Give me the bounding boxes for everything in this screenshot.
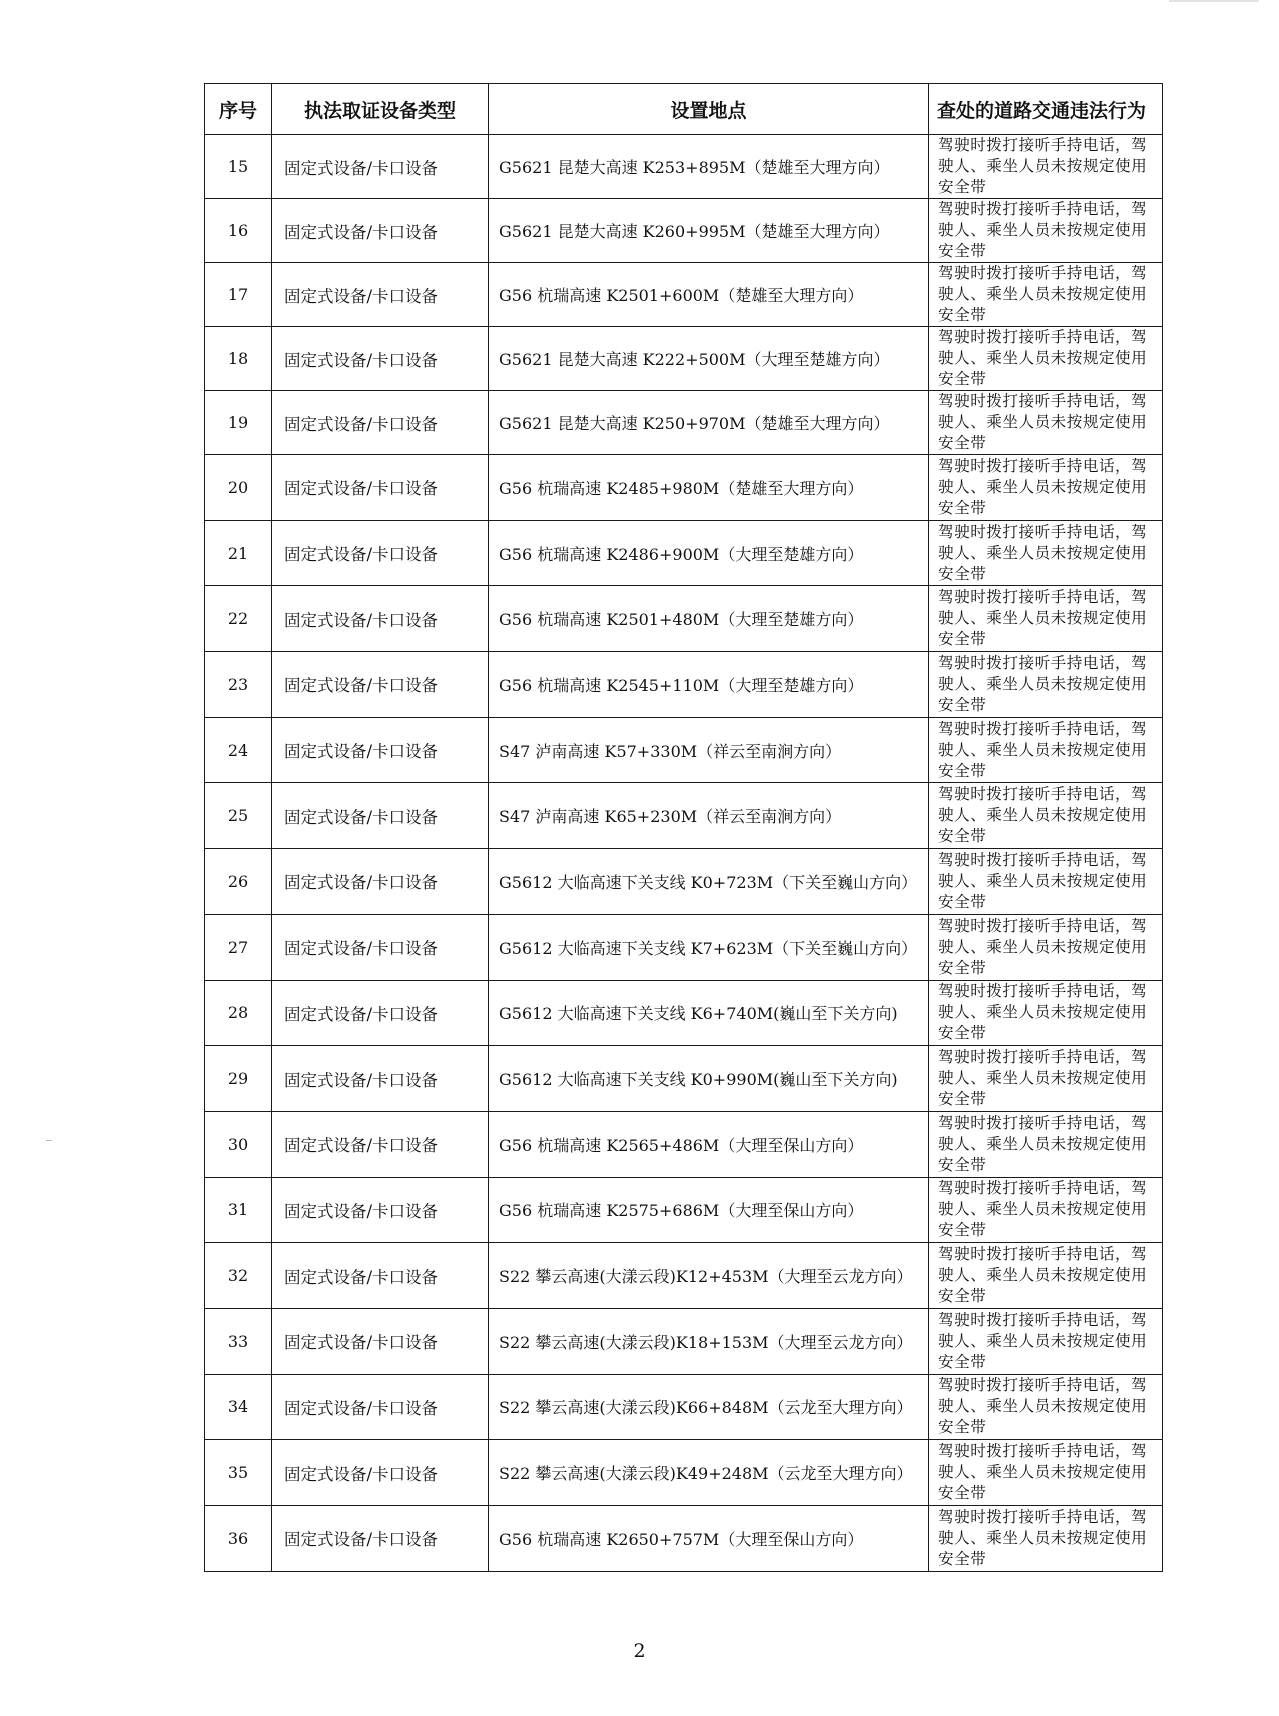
- violation-behavior-cell: 驾驶时拨打接听手持电话，驾驶人、乘坐人员未按规定使用安全带: [929, 263, 1163, 327]
- row-number: 15: [205, 135, 272, 199]
- table-row: [205, 980, 1163, 1046]
- row-number: 27: [205, 914, 272, 980]
- location-cell: S47 泸南高速 K57+330M（祥云至南涧方向）: [489, 717, 929, 783]
- table-row: [205, 1177, 1163, 1243]
- violation-behavior-cell: 驾驶时拨打接听手持电话，驾驶人、乘坐人员未按规定使用安全带: [929, 914, 1163, 980]
- device-type-cell: 固定式设备/卡口设备: [272, 1243, 489, 1309]
- header-violation-behavior: 查处的道路交通违法行为: [929, 84, 1163, 135]
- location-cell: S22 攀云高速(大漾云段)K49+248M（云龙至大理方向）: [489, 1440, 929, 1506]
- location-cell: G5621 昆楚大高速 K250+970M（楚雄至大理方向）: [489, 391, 929, 455]
- table-row: [205, 1111, 1163, 1177]
- row-number: 23: [205, 652, 272, 718]
- device-type-cell: 固定式设备/卡口设备: [272, 586, 489, 652]
- violation-behavior-cell: 驾驶时拨打接听手持电话，驾驶人、乘坐人员未按规定使用安全带: [929, 1046, 1163, 1112]
- row-number: 29: [205, 1046, 272, 1112]
- device-type-cell: 固定式设备/卡口设备: [272, 980, 489, 1046]
- violation-behavior-cell: 驾驶时拨打接听手持电话，驾驶人、乘坐人员未按规定使用安全带: [929, 455, 1163, 521]
- row-number: 35: [205, 1440, 272, 1506]
- location-cell: G5621 昆楚大高速 K260+995M（楚雄至大理方向）: [489, 199, 929, 263]
- scan-edge-mark: [1169, 0, 1259, 2]
- location-cell: G5612 大临高速下关支线 K6+740M(巍山至下关方向): [489, 980, 929, 1046]
- violation-behavior-cell: 驾驶时拨打接听手持电话，驾驶人、乘坐人员未按规定使用安全带: [929, 1111, 1163, 1177]
- table-row: [205, 717, 1163, 783]
- table-row: [205, 1506, 1163, 1572]
- location-cell: G56 杭瑞高速 K2650+757M（大理至保山方向）: [489, 1506, 929, 1572]
- table-row: [205, 849, 1163, 915]
- table-row: [205, 199, 1163, 263]
- row-number: 30: [205, 1111, 272, 1177]
- table-row: [205, 783, 1163, 849]
- location-cell: G56 杭瑞高速 K2545+110M（大理至楚雄方向）: [489, 652, 929, 718]
- violation-behavior-cell: 驾驶时拨打接听手持电话，驾驶人、乘坐人员未按规定使用安全带: [929, 783, 1163, 849]
- device-type-cell: 固定式设备/卡口设备: [272, 652, 489, 718]
- table-row: [205, 1046, 1163, 1112]
- violation-behavior-cell: 驾驶时拨打接听手持电话，驾驶人、乘坐人员未按规定使用安全带: [929, 520, 1163, 586]
- violation-behavior-cell: 驾驶时拨打接听手持电话，驾驶人、乘坐人员未按规定使用安全带: [929, 849, 1163, 915]
- header-location: 设置地点: [489, 84, 929, 135]
- table-row: [205, 1374, 1163, 1440]
- header-device-type: 执法取证设备类型: [272, 84, 489, 135]
- violation-behavior-cell: 驾驶时拨打接听手持电话，驾驶人、乘坐人员未按规定使用安全带: [929, 652, 1163, 718]
- device-type-cell: 固定式设备/卡口设备: [272, 1177, 489, 1243]
- violation-behavior-cell: 驾驶时拨打接听手持电话，驾驶人、乘坐人员未按规定使用安全带: [929, 391, 1163, 455]
- location-cell: S22 攀云高速(大漾云段)K12+453M（大理至云龙方向）: [489, 1243, 929, 1309]
- location-cell: G5621 昆楚大高速 K222+500M（大理至楚雄方向）: [489, 327, 929, 391]
- location-cell: S22 攀云高速(大漾云段)K18+153M（大理至云龙方向）: [489, 1308, 929, 1374]
- device-type-cell: 固定式设备/卡口设备: [272, 1374, 489, 1440]
- violation-behavior-cell: 驾驶时拨打接听手持电话，驾驶人、乘坐人员未按规定使用安全带: [929, 327, 1163, 391]
- table-row: [205, 520, 1163, 586]
- violation-behavior-cell: 驾驶时拨打接听手持电话，驾驶人、乘坐人员未按规定使用安全带: [929, 717, 1163, 783]
- table-row: [205, 327, 1163, 391]
- device-type-cell: 固定式设备/卡口设备: [272, 1308, 489, 1374]
- device-type-cell: 固定式设备/卡口设备: [272, 1046, 489, 1112]
- violation-behavior-cell: 驾驶时拨打接听手持电话，驾驶人、乘坐人员未按规定使用安全带: [929, 1308, 1163, 1374]
- device-type-cell: 固定式设备/卡口设备: [272, 135, 489, 199]
- violation-behavior-cell: 驾驶时拨打接听手持电话，驾驶人、乘坐人员未按规定使用安全带: [929, 1243, 1163, 1309]
- violation-behavior-cell: 驾驶时拨打接听手持电话，驾驶人、乘坐人员未按规定使用安全带: [929, 1374, 1163, 1440]
- violation-behavior-cell: 驾驶时拨打接听手持电话，驾驶人、乘坐人员未按规定使用安全带: [929, 199, 1163, 263]
- device-type-cell: 固定式设备/卡口设备: [272, 199, 489, 263]
- table-row: [205, 263, 1163, 327]
- violation-behavior-cell: 驾驶时拨打接听手持电话，驾驶人、乘坐人员未按规定使用安全带: [929, 1506, 1163, 1572]
- row-number: 33: [205, 1308, 272, 1374]
- page-number: 2: [633, 1640, 646, 1662]
- header-no: 序号: [205, 84, 272, 135]
- enforcement-device-table: [204, 83, 1163, 1572]
- row-number: 26: [205, 849, 272, 915]
- table-row: [205, 1440, 1163, 1506]
- device-type-cell: 固定式设备/卡口设备: [272, 1440, 489, 1506]
- violation-behavior-cell: 驾驶时拨打接听手持电话，驾驶人、乘坐人员未按规定使用安全带: [929, 980, 1163, 1046]
- table-row: [205, 1243, 1163, 1309]
- location-cell: S22 攀云高速(大漾云段)K66+848M（云龙至大理方向）: [489, 1374, 929, 1440]
- table-row: [205, 391, 1163, 455]
- row-number: 24: [205, 717, 272, 783]
- device-type-cell: 固定式设备/卡口设备: [272, 263, 489, 327]
- table-row: [205, 914, 1163, 980]
- device-type-cell: 固定式设备/卡口设备: [272, 391, 489, 455]
- location-cell: G5612 大临高速下关支线 K0+723M（下关至巍山方向）: [489, 849, 929, 915]
- scan-mark: [46, 1140, 52, 1141]
- device-type-cell: 固定式设备/卡口设备: [272, 1506, 489, 1572]
- row-number: 28: [205, 980, 272, 1046]
- device-type-cell: 固定式设备/卡口设备: [272, 717, 489, 783]
- row-number: 22: [205, 586, 272, 652]
- row-number: 20: [205, 455, 272, 521]
- device-type-cell: 固定式设备/卡口设备: [272, 1111, 489, 1177]
- row-number: 32: [205, 1243, 272, 1309]
- row-number: 18: [205, 327, 272, 391]
- location-cell: G56 杭瑞高速 K2575+686M（大理至保山方向）: [489, 1177, 929, 1243]
- table-row: [205, 652, 1163, 718]
- location-cell: G56 杭瑞高速 K2485+980M（楚雄至大理方向）: [489, 455, 929, 521]
- row-number: 17: [205, 263, 272, 327]
- device-type-cell: 固定式设备/卡口设备: [272, 520, 489, 586]
- location-cell: G56 杭瑞高速 K2501+480M（大理至楚雄方向）: [489, 586, 929, 652]
- row-number: 31: [205, 1177, 272, 1243]
- device-type-cell: 固定式设备/卡口设备: [272, 327, 489, 391]
- table-header-row: [205, 84, 1163, 135]
- row-number: 36: [205, 1506, 272, 1572]
- table-row: [205, 1308, 1163, 1374]
- violation-behavior-cell: 驾驶时拨打接听手持电话，驾驶人、乘坐人员未按规定使用安全带: [929, 1440, 1163, 1506]
- device-type-cell: 固定式设备/卡口设备: [272, 849, 489, 915]
- location-cell: G5612 大临高速下关支线 K7+623M（下关至巍山方向）: [489, 914, 929, 980]
- location-cell: G5621 昆楚大高速 K253+895M（楚雄至大理方向）: [489, 135, 929, 199]
- table-row: [205, 455, 1163, 521]
- location-cell: G56 杭瑞高速 K2486+900M（大理至楚雄方向）: [489, 520, 929, 586]
- row-number: 19: [205, 391, 272, 455]
- device-type-cell: 固定式设备/卡口设备: [272, 914, 489, 980]
- table-row: [205, 135, 1163, 199]
- violation-behavior-cell: 驾驶时拨打接听手持电话，驾驶人、乘坐人员未按规定使用安全带: [929, 135, 1163, 199]
- row-number: 16: [205, 199, 272, 263]
- device-type-cell: 固定式设备/卡口设备: [272, 783, 489, 849]
- table-body: [205, 135, 1163, 1572]
- row-number: 25: [205, 783, 272, 849]
- table-row: [205, 586, 1163, 652]
- violation-behavior-cell: 驾驶时拨打接听手持电话，驾驶人、乘坐人员未按规定使用安全带: [929, 586, 1163, 652]
- device-type-cell: 固定式设备/卡口设备: [272, 455, 489, 521]
- row-number: 34: [205, 1374, 272, 1440]
- location-cell: G56 杭瑞高速 K2565+486M（大理至保山方向）: [489, 1111, 929, 1177]
- row-number: 21: [205, 520, 272, 586]
- location-cell: S47 泸南高速 K65+230M（祥云至南涧方向）: [489, 783, 929, 849]
- location-cell: G5612 大临高速下关支线 K0+990M(巍山至下关方向): [489, 1046, 929, 1112]
- violation-behavior-cell: 驾驶时拨打接听手持电话，驾驶人、乘坐人员未按规定使用安全带: [929, 1177, 1163, 1243]
- location-cell: G56 杭瑞高速 K2501+600M（楚雄至大理方向）: [489, 263, 929, 327]
